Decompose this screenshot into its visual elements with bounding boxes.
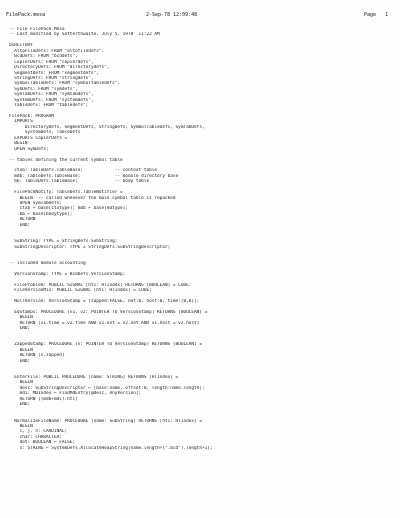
code-line: EnterFile: PUBLIC PROCEDURE [name: STRING] RETURNS [HTIndex] =: [9, 375, 179, 380]
code-line: RETURN: [9, 217, 36, 223]
code-line: END;: [9, 358, 31, 364]
code-line: END;: [9, 326, 31, 332]
code-line: i, j, n: CARDINAL;: [9, 429, 68, 435]
code-line: SubStringDescriptor: TYPE = StringDefs.SubStringDescriptor;: [9, 244, 171, 250]
code-line: SymbolTableDefs: FROM "symboltabledefs",: [9, 81, 121, 87]
code-line: SystemDefs, TableDefs: [9, 130, 81, 136]
code-line: bb ← base[bodytype];: [9, 211, 73, 217]
code-line: EqStamps: PROCEDURE [v1, v2: POINTER TO VersionStamp] RETURNS [BOOLEAN] =: [9, 309, 208, 315]
code-line: char: CHARACTER;: [9, 434, 62, 440]
print-timestamp: 2-Sep-78 12:09:48: [146, 12, 198, 18]
code-line: FilePack: PROGRAM: [9, 114, 54, 119]
code-line: BEGIN: [9, 423, 33, 429]
code-line: ctxb ← base[ctxtype]; mdb ← base[mdtype];: [9, 206, 128, 212]
code-line: SubString: TYPE = StringDefs.SubString;: [9, 239, 118, 245]
code-line: DIRECTORY: [9, 43, 33, 49]
code-line: RETURN [v1.time = v2.time AND v1.net = v2.net AND v1.host = v2.host]: [9, 320, 200, 326]
code-line: ctxb: TableDefs.TableBase; -- context table: [9, 168, 158, 174]
page-label: Page: [364, 12, 377, 18]
code-line: StringDefs: FROM "stringdefs",: [9, 75, 94, 81]
code-listing: [9, 27, 394, 451]
code-line: mdi: MDIndex ← FindMdEntry[@desc, AnyVersion];: [9, 391, 142, 397]
code-line: SymDefs: FROM "symdefs",: [9, 86, 78, 92]
code-line: mdb: TableDefs.TableBase; -- module directory base: [9, 173, 179, 179]
file-name: FilePack.mesa: [6, 12, 46, 18]
code-line: -- Last modified by Satterthwaite, July 5, 1978 11:22 AM: [9, 32, 160, 38]
code-line: END;: [9, 402, 31, 408]
code-line: CopierDefs: FROM "copierdefs",: [9, 59, 94, 65]
code-line: BEGIN: [9, 315, 33, 321]
code-line: VersionStamp: TYPE = BcdDefs.VersionStamp;: [9, 271, 126, 277]
code-line: ZappedStamp: PROCEDURE [v: POINTER TO VersionStamp] RETURNS [BOOLEAN] =: [9, 342, 202, 348]
code-line: FileVersionMix: PUBLIC SIGNAL [hti: HTIndex] = CODE;: [9, 288, 152, 293]
code-line: SystemDefs: FROM "systemdefs",: [9, 97, 94, 103]
code-line: BEGIN: [9, 347, 33, 353]
code-line: BcdDefs: FROM "bcddefs",: [9, 54, 78, 60]
code-line: DirectoryDefs: FROM "directorydefs",: [9, 65, 110, 71]
code-line: AltoFileDefs: FROM "altofiledefs",: [9, 48, 105, 54]
code-line: TableDefs: FROM "tabledefs";: [9, 103, 89, 109]
code-line: RETURN [(mdb+mdi).hti]: [9, 396, 78, 402]
code-line: s: STRING ← SystemDefs.AllocateHeapString[name.length+(".bcd").length+1];: [9, 445, 213, 451]
code-line: BEGIN: [9, 380, 33, 386]
code-line: -- included module accounting: [9, 260, 86, 266]
code-line: dot: BOOLEAN ← FALSE;: [9, 440, 76, 446]
code-line: -- tables defining the current symbol table: [9, 157, 123, 163]
code-line: FileProblem: PUBLIC SIGNAL [hti: HTIndex] RETURNS [BOOLEAN] = CODE;: [9, 282, 192, 288]
code-line: BEGIN: [9, 141, 28, 147]
code-line: OPEN SymTabDefs;: [9, 201, 62, 206]
code-line: OPEN SymDefs;: [9, 146, 49, 152]
code-line: NullVersion: VersionStamp = [zapped:FALSE, net:0, host:0, time:[0,0]];: [9, 298, 200, 304]
page-indicator: [364, 12, 388, 18]
code-line: FilePackNotify: TableDefs.TableNotifier =: [9, 190, 123, 196]
code-line: END;: [9, 222, 31, 228]
code-line: SegmentDefs: FROM "segmentdefs",: [9, 70, 99, 76]
code-line: EXPORTS CopierDefs =: [9, 135, 68, 141]
code-line: SymTabDefs: FROM "symtabdefs",: [9, 92, 94, 98]
code-line: -- File FilePack.Mesa: [9, 27, 65, 32]
code-line: DirectoryDefs, SegmentDefs, StringDefs, SymbolTableDefs, SymTabDefs,: [9, 124, 205, 130]
code-line: desc: SubStringDescriptor ← [base:name, offset:0, length:name.length];: [9, 385, 205, 391]
code-line: RETURN [v.zapped]: [9, 353, 65, 359]
code-line: IMPORTS: [9, 119, 33, 125]
page-number: 1: [385, 12, 389, 18]
code-line: NormalizeFileName: PROCEDURE [name: SubString] RETURNS [hti: HTIndex] =: [9, 418, 202, 424]
code-line: bb: TableDefs.TableBase; -- body table: [9, 179, 150, 185]
code-line: BEGIN -- called whenever the main symbol table is repacked: [9, 195, 176, 201]
